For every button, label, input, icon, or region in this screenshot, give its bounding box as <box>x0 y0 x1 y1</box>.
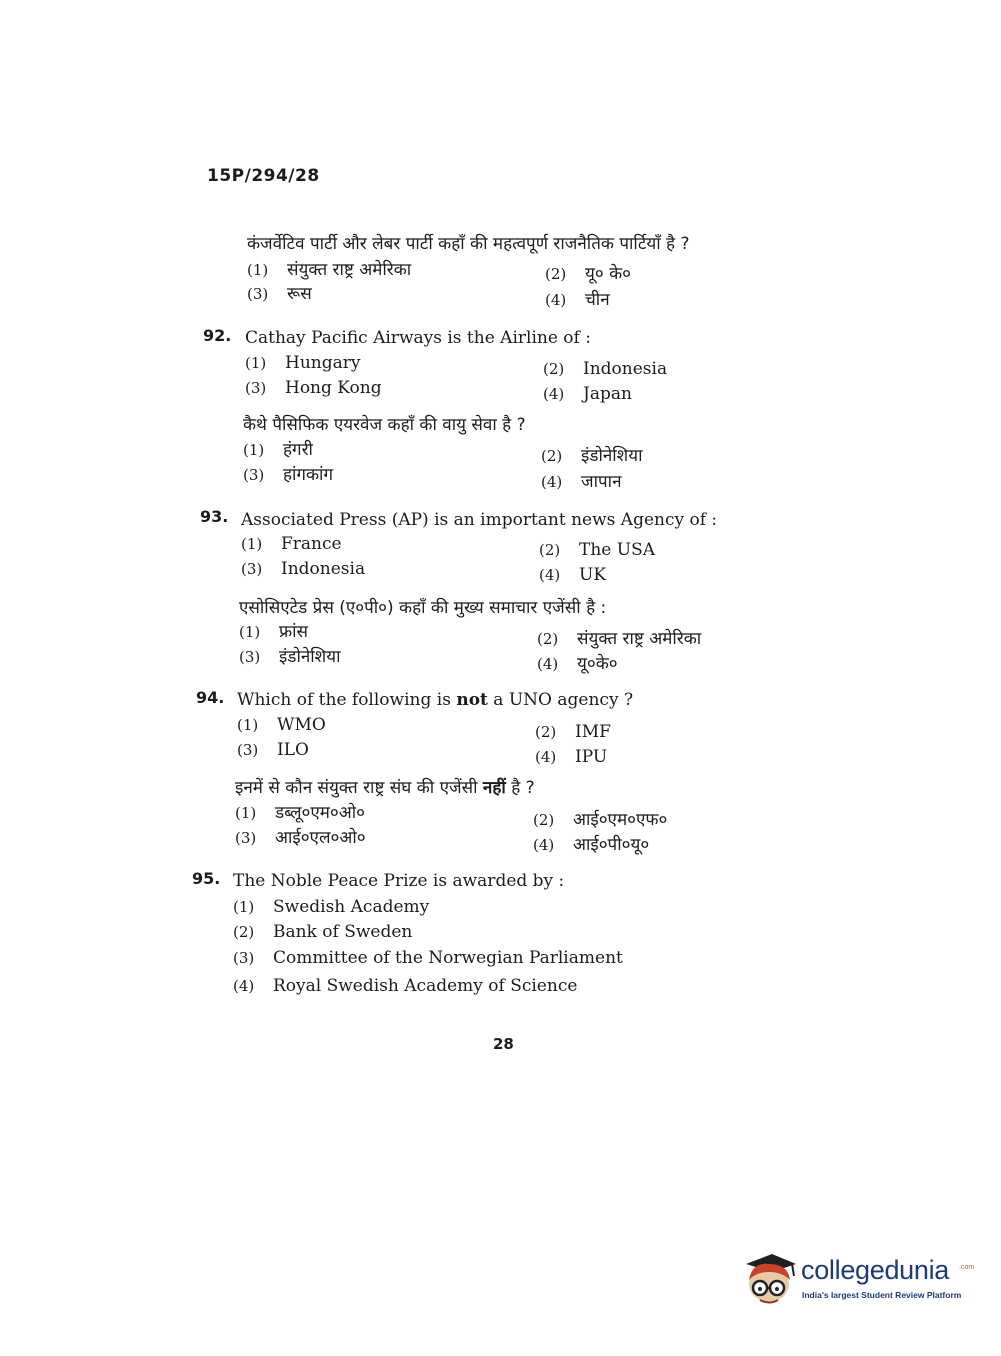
q93-hindi-option-1: (1) फ्रांस <box>239 622 309 642</box>
q92-number: 92. <box>203 326 232 345</box>
collegedunia-logo[interactable] <box>742 1250 975 1315</box>
q93-option-4: (4) UK <box>539 565 607 585</box>
q92-option-1: (1) Hungary <box>245 353 361 373</box>
paper-code: 15P/294/28 <box>207 166 320 186</box>
q92-hindi-option-1: (1) हंगरी <box>243 440 313 460</box>
q95-number: 95. <box>192 869 221 888</box>
q91-hindi-option-3: (3) रूस <box>247 284 312 304</box>
q93-hindi-text: एसोसिएटेड प्रेस (ए०पी०) कहाँ की मुख्य समाचार एजेंसी है : <box>239 598 607 618</box>
page-number: 28 <box>493 1035 514 1053</box>
q92-option-2: (2) Indonesia <box>543 359 668 379</box>
q94-option-1: (1) WMO <box>237 715 326 735</box>
q94-option-2: (2) IMF <box>535 722 611 742</box>
q91-hindi-option-1: (1) संयुक्त राष्ट्र अमेरिका <box>247 260 412 280</box>
q94-hindi-option-4: (4) आई०पी०यू० <box>533 835 650 855</box>
q92-option-3: (3) Hong Kong <box>245 378 382 398</box>
q94-hindi-option-3: (3) आई०एल०ओ० <box>235 828 366 848</box>
q95-option-3: (3) Committee of the Norwegian Parliament <box>233 948 623 968</box>
logo-domain-suffix: .com <box>959 1264 975 1271</box>
q92-text: Cathay Pacific Airways is the Airline of : <box>245 328 591 348</box>
q91-hindi-option-4: (4) चीन <box>545 290 610 310</box>
logo-tagline: India's largest Student Review Platform <box>802 1290 962 1300</box>
q93-option-1: (1) France <box>241 534 342 554</box>
q92-hindi-text: कैथे पैसिफिक एयरवेज कहाँ की वायु सेवा है ? <box>243 415 526 435</box>
q93-option-3: (3) Indonesia <box>241 559 366 579</box>
q91-hindi-option-2: (2) यू० के० <box>545 264 631 284</box>
q92-option-4: (4) Japan <box>543 384 632 404</box>
q94-number: 94. <box>196 688 225 707</box>
q94-option-4: (4) IPU <box>535 747 608 767</box>
q93-number: 93. <box>200 507 229 526</box>
q95-text: The Noble Peace Prize is awarded by : <box>233 871 565 891</box>
q93-hindi-option-3: (3) इंडोनेशिया <box>239 647 341 667</box>
q93-option-2: (2) The USA <box>539 540 656 560</box>
q94-text: Which of the following is not a UNO agency ? <box>237 690 634 710</box>
q91-hindi-text: कंजर्वेटिव पार्टी और लेबर पार्टी कहाँ की महत्वपूर्ण राजनैतिक पार्टियाँ है ? <box>247 234 690 254</box>
q94-hindi-option-1: (1) डब्लू०एम०ओ० <box>235 803 365 823</box>
q95-option-2: (2) Bank of Sweden <box>233 922 413 942</box>
q93-hindi-option-4: (4) यू०के० <box>537 654 618 674</box>
q94-hindi-option-2: (2) आई०एम०एफ० <box>533 810 668 830</box>
q92-hindi-option-2: (2) इंडोनेशिया <box>541 446 643 466</box>
mascot-icon <box>742 1250 798 1310</box>
q95-option-4: (4) Royal Swedish Academy of Science <box>233 976 578 996</box>
q95-option-1: (1) Swedish Academy <box>233 897 430 917</box>
q92-hindi-option-3: (3) हांगकांग <box>243 465 334 485</box>
q94-hindi-text: इनमें से कौन संयुक्त राष्ट्र संघ की एजेंसी नहीं है ? <box>235 778 535 798</box>
q94-option-3: (3) ILO <box>237 740 309 760</box>
q92-hindi-option-4: (4) जापान <box>541 472 622 492</box>
logo-wordmark: collegedunia <box>801 1255 950 1285</box>
q93-hindi-option-2: (2) संयुक्त राष्ट्र अमेरिका <box>537 629 702 649</box>
q93-text: Associated Press (AP) is an important news Agency of : <box>241 510 718 530</box>
